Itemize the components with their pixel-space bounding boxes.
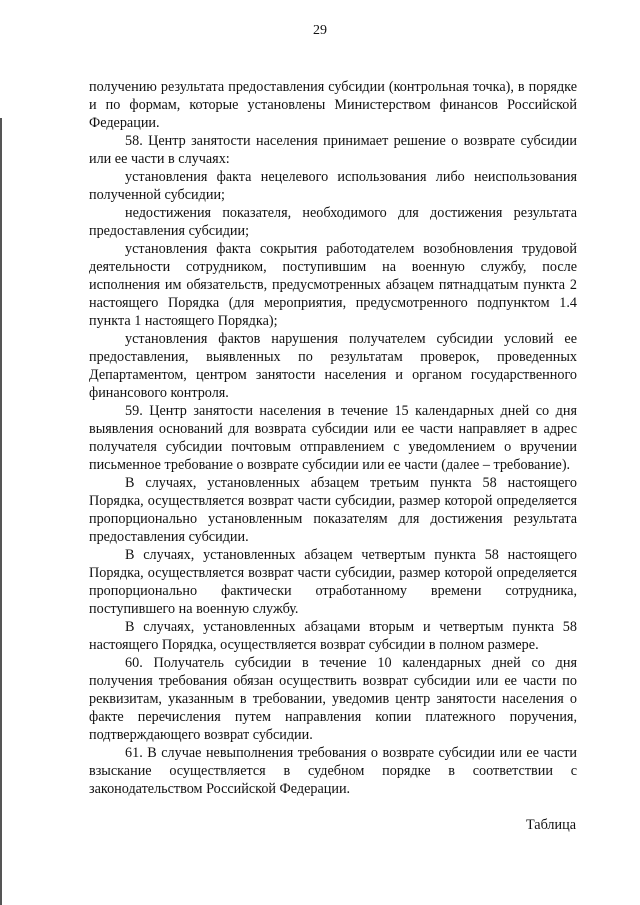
paragraph-59-partial-time: В случаях, установленных абзацем четвертым пункта 58 настоящего Порядка, осуществляется возврат части субсидии, размер которой определяется пропорционально фактически отработанному времени сотрудника, поступившего на военную службу. [89,547,577,617]
paragraph-continuation: получению результата предоставления субсидии (контрольная точка), в порядке и по формам, которые установлены Министерством финансов Российской Федерации. [89,79,577,131]
paragraph-58-case-2: недостижения показателя, необходимого для достижения результата предоставления субсидии; [89,205,577,239]
paragraph-58-case-1: установления факта нецелевого использования либо неиспользования полученной субсидии; [89,169,577,203]
paragraph-59-full-return: В случаях, установленных абзацами вторым и четвертым пункта 58 настоящего Порядка, осуществляется возврат субсидии в полном размере. [89,619,577,653]
page-number: 29 [313,23,327,38]
paragraph-58-case-3: установления факта сокрытия работодателем возобновления трудовой деятельности сотрудником, поступившим на военную службу, после исполнения им обязательств, предусмотренных абзацем пятнадцатым пункта 2 настоящего Порядка (для мероприятия, предусмотренного подпунктом 1.4 пункта 1 настоящего Порядка); [89,241,577,329]
paragraph-60: 60. Получатель субсидии в течение 10 календарных дней со дня получения требования обязан осуществить возврат субсидии или ее части по реквизитам, указанным в требовании, уведомив центр занятости населения о факте перечисления путем направления копии платежного поручения, подтверждающего возврат субсидии. [89,655,577,743]
paragraph-59: 59. Центр занятости населения в течение 15 календарных дней со дня выявления оснований для возврата субсидии или ее части направляет в адрес получателя субсидии почтовым отправлением с уведомлением о вручении письменное требование о возврате субсидии или ее части (далее – требование). [89,403,577,473]
document-body [89,78,577,798]
paragraph-59-partial-indicators: В случаях, установленных абзацем третьим пункта 58 настоящего Порядка, осуществляется возврат части субсидии, размер которой определяется пропорционально установленным показателям для достижения результата предоставления субсидии. [89,475,577,545]
table-caption: Таблица [525,817,576,833]
paragraph-58-case-4: установления фактов нарушения получателем субсидии условий ее предоставления, выявленных по результатам проверок, проведенных Департаментом, центром занятости населения и органом государственного финансового контроля. [89,331,577,401]
scan-edge-line [0,118,2,905]
paragraph-58: 58. Центр занятости населения принимает решение о возврате субсидии или ее части в случаях: [89,133,577,167]
paragraph-61: 61. В случае невыполнения требования о возврате субсидии или ее части взыскание осуществляется в судебном порядке в соответствии с законодательством Российской Федерации. [89,745,577,797]
